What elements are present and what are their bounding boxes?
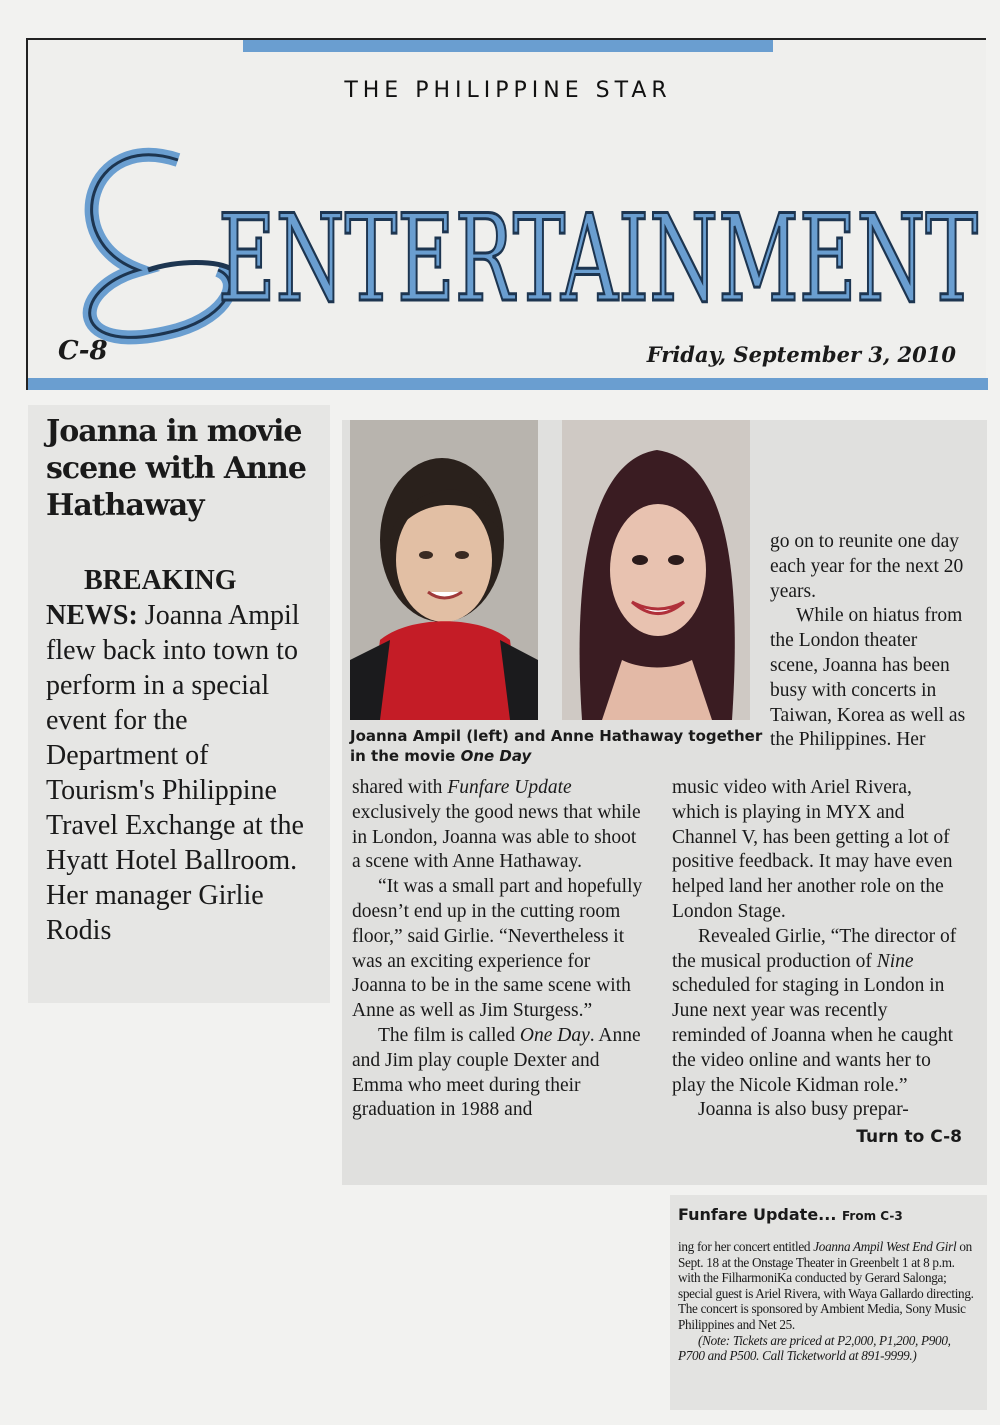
photo-caption [350,726,770,766]
ticket-note: (Note: Tickets are priced at P2,000, P1,200, P900, P700 and P500. Call Ticketworld at 891-9999.) [678,1332,951,1364]
paper-name: THE PHILIPPINE STAR [344,78,672,103]
story-lead [46,563,314,948]
continuation-heading [678,1205,903,1224]
paragraph: music video with Ariel Rivera, which is playing in MYX and Channel V, has been getting a lot of positive feedback. It may have even helped land her another role on the London Stage. [672,777,953,922]
paragraph: go on to reunite one day each year for the next 20 years. [770,531,964,602]
concert-title: Joanna Ampil West End Girl [813,1239,957,1254]
photo-joanna-ampil [350,420,538,720]
continuation-text [678,1239,978,1364]
story-column-middle [352,776,644,1123]
masthead-accent-bar-bottom [28,378,988,390]
paragraph: While on hiatus from the London theater scene, Joanna has been busy with concerts in Taiwan, Korea as well as the Philippines. Her [770,605,966,751]
publication-name: Funfare Update [447,777,572,798]
masthead-accent-bar-top [243,40,773,52]
jump-line: Turn to C-8 [856,1127,962,1148]
portrait-image [350,420,538,720]
section-title-text: ENTERTAINMENT [218,190,978,329]
paragraph: shared with Funfare Update exclusively the good news that while in London, Joanna was able to shoot a scene with Anne Hathaway. [352,777,641,873]
paragraph: Joanna is also busy prepar- [698,1099,909,1121]
story-headline: Joanna in movie scene with Anne Hathaway [46,414,306,523]
paragraph: ing for her concert entitled Joanna Ampil West End Girl on Sept. 18 at the Onstage Theater in Greenbelt 1 at 8 p.m. with the FilharmoniKa conducted by Gerard Salonga; special guest is Ariel Rivera, with Waya Gallardo directing. The concert is sponsored by Ambient Media, Sony Music Philippines and Net 25. [678,1239,974,1332]
masthead [26,38,986,390]
section-title-logo [28,120,988,350]
continuation-title: Funfare Update... [678,1205,837,1224]
portrait-image [562,420,750,720]
photo-anne-hathaway [562,420,750,720]
show-title: Nine [876,950,914,972]
page-number: C-8 [58,336,108,366]
paragraph: Revealed Girlie, “The director of the musical production of Nine scheduled for staging in London in June next year was recently reminded of Joanna when he caught the video online and wants her to play the Nicole Kidman role.” [672,925,957,1096]
story-lead-text: Joanna Ampil flew back into town to perform in a special event for the Department of Tourism's Philippine Travel Exchange at the Hyatt Hotel Ballroom. Her manager Girlie Rodis [46,600,304,946]
paragraph: The film is called One Day. Anne and Jim play couple Dexter and Emma who meet during their graduation in 1988 and [352,1024,641,1121]
story-lead-column [28,405,330,1003]
story-kicker: BREAKING NEWS: [46,565,237,631]
story-column-right [672,776,962,1150]
story-column-right-top [770,530,970,753]
continuation-source: From C-3 [842,1209,903,1223]
issue-date: Friday, September 3, 2010 [646,342,956,367]
movie-title: One Day [519,1024,590,1046]
paragraph: “It was a small part and hopefully doesn’t end up in the cutting room floor,” said Girlie. “Nevertheless it was an exciting experience for Joanna to be in the same scene with Anne as well as Jim Sturgess.” [352,876,643,1022]
continuation-box [670,1195,987,1410]
story-body [342,420,987,1185]
caption-movie-title: One Day [460,747,532,765]
caption-text: Joanna Ampil (left) and Anne Hathaway together in the movie [350,727,763,765]
